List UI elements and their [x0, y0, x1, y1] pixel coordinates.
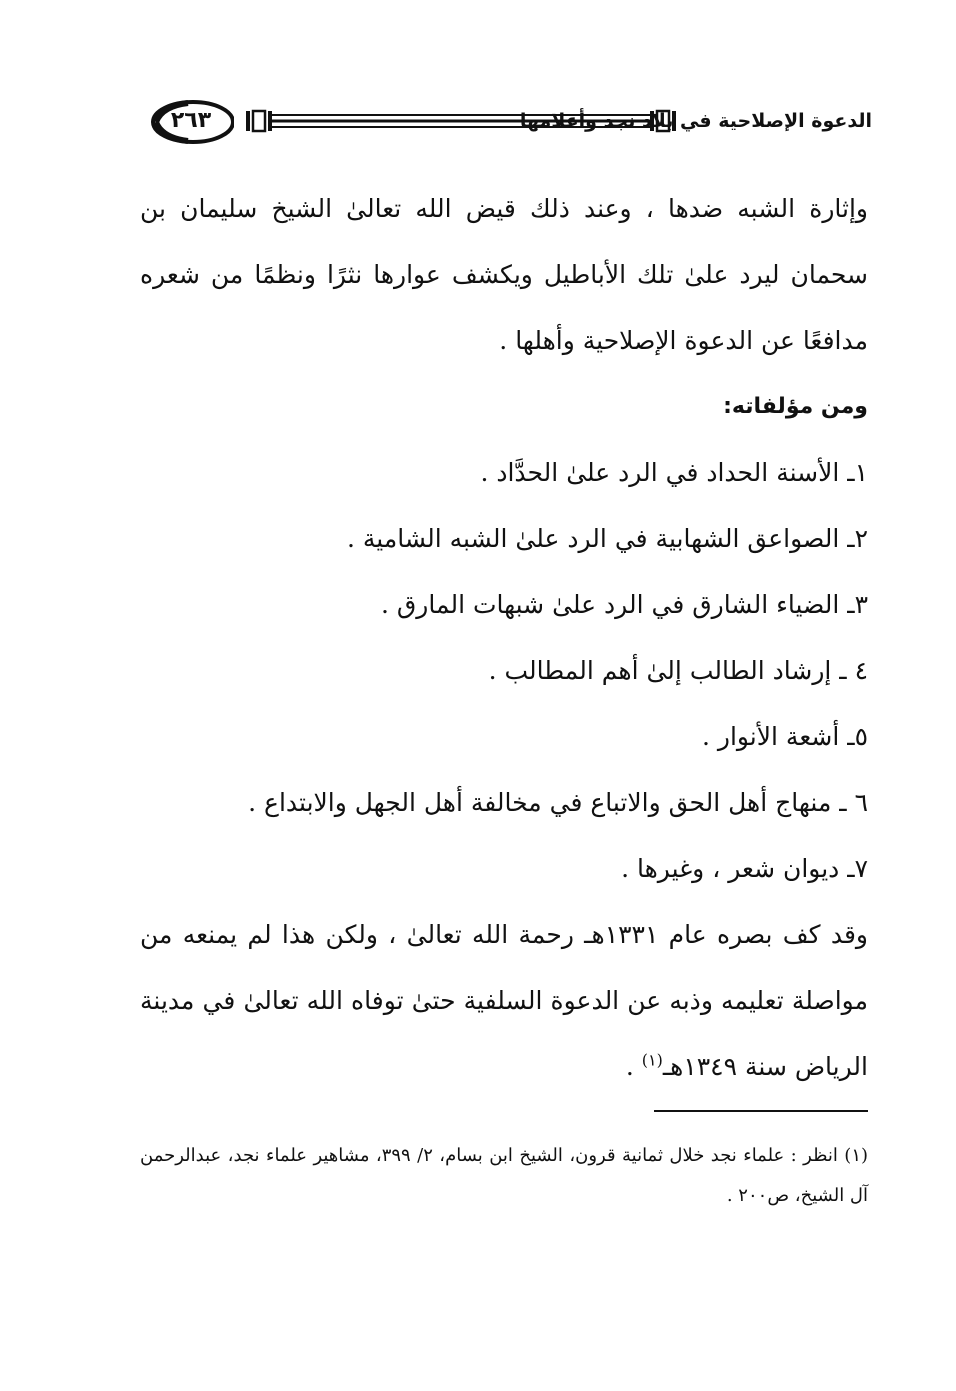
footnote: (١) انظر : علماء نجد خلال ثمانية قرون، الشيخ ابن بسام، ٢/ ٣٩٩، مشاهير علماء نجد، عبدالرحمن آل الشيخ، ص٢٠٠ . [140, 1145, 869, 1206]
list-item: ٣ـ الضياء الشارق في الرد علىٰ شبهات المارق . [381, 590, 868, 619]
paragraph-end: . [625, 1052, 642, 1081]
list-item: ٤ ـ إرشاد الطالب إلىٰ أهم المطالب . [488, 656, 868, 685]
works-list [140, 440, 868, 902]
list-item: ٦ ـ منهاج أهل الحق والاتباع في مخالفة أهل الجهل والابتداع . [248, 788, 868, 817]
works-heading: ومن مؤلفاته: [723, 394, 868, 419]
running-title: الدعوة الإصلاحية في بلاد نجد وأعلامها [519, 110, 872, 132]
page-header [148, 96, 872, 154]
footnote-reference[interactable]: (١) [641, 1050, 663, 1070]
paragraph: وإثارة الشبه ضدها ، وعند ذلك قيض الله تعالىٰ الشيخ سليمان بن سحمان ليرد علىٰ تلك الأباطيل ويكشف عوارها نثرًا ونظمًا من شعره مدافعًا عن الدعوة الإصلاحية وأهلها . [140, 194, 868, 355]
list-item: ٥ـ أشعة الأنوار . [701, 722, 868, 751]
page-number: ٢٦٣ [170, 108, 212, 133]
footnote-separator [654, 1110, 868, 1112]
paragraph-text: وقد كف بصره عام ١٣٣١هـ رحمة الله تعالىٰ ، ولكن هذا لم يمنعه من مواصلة تعليمه وذبه عن الدعوة السلفية حتىٰ توفاه الله تعالىٰ في مدينة الرياض سنة ١٣٤٩هـ [140, 920, 868, 1081]
page-number-badge [148, 98, 234, 146]
list-item: ٢ـ الصواعق الشهابية في الرد علىٰ الشبه الشامية . [346, 524, 868, 553]
list-item: ١ـ الأسنة الحداد في الرد علىٰ الحدَّاد . [480, 458, 868, 487]
footnotes [140, 1136, 868, 1216]
main-text [140, 176, 868, 1100]
paragraph [140, 902, 868, 1100]
list-item: ٧ـ ديوان شعر ، وغيرها . [621, 854, 868, 883]
